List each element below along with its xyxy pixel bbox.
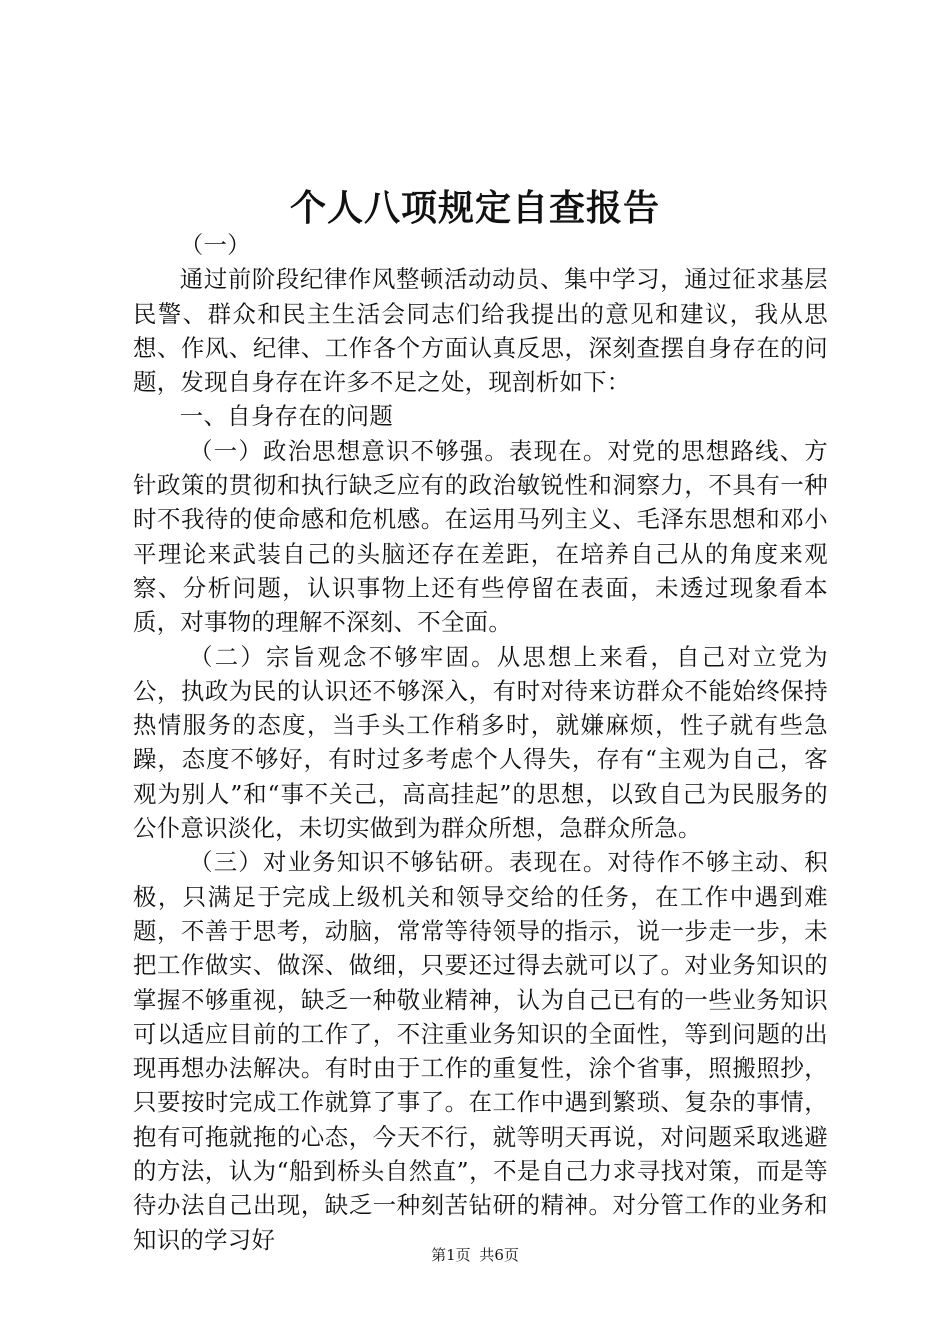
page-footer <box>0 1245 950 1265</box>
paragraph-business: （三）对业务知识不够钻研。表现在。对待作不够主动、积极，只满足于完成上级机关和领导交给的任务，在工作中遇到难题，不善于思考，动脑，常常等待领导的指示，说一步走一步，未把工作做实、做深、做细，只要还过得去就可以了。对业务知识的掌握不够重视，缺乏一种敬业精神，认为自己已有的一些业务知识可以适应目前的工作了，不注重业务知识的全面性，等到问题的出现再想办法解决。有时由于工作的重复性，涂个省事，照搬照抄，只要按时完成工作就算了事了。在工作中遇到繁琐、复杂的事情，抱有可拖就拖的心态，今天不行，就等明天再说，对问题采取逃避的方法，认为“船到桥头自然直”，不是自己力求寻找对策，而是等待办法自己出现，缺乏一种刻苦钻研的精神。对分管工作的业务和知识的学习好 <box>133 848 828 1254</box>
document-body <box>133 228 828 1257</box>
paragraph-marker: （一） <box>179 231 251 259</box>
page-number: 第1页 <box>431 1246 471 1264</box>
paragraph-political: （一）政治思想意识不够强。表现在。对党的思想路线、方针政策的贯彻和执行缺乏应有的政治敏锐性和洞察力，不具有一种时不我待的使命感和危机感。在运用马列主义、毛泽东思想和邓小平理论来武装自己的头脑还存在差距，在培养自己从的角度来观察、分析问题，认识事物上还有些停留在表面，未透过现象看本质，对事物的理解不深刻、不全面。 <box>133 436 828 637</box>
document-title: 个人八项规定自查报告 <box>289 187 660 229</box>
paragraph-purpose: （二）宗旨观念不够牢固。从思想上来看，自己对立党为公，执政为民的认识还不够深入，有时对待来访群众不能始终保持热情服务的态度，当手头工作稍多时，就嫌麻烦，性子就有些急躁，态度不够好，有时过多考虑个人得失，存有“主观为自己，客观为别人”和“事不关己，高高挂起”的思想，以致自己为民服务的公仆意识淡化，未切实做到为群众所想，急群众所急。 <box>133 642 828 843</box>
page-total: 共6页 <box>479 1246 519 1264</box>
section-heading: 一、自身存在的问题 <box>179 402 394 431</box>
paragraph-intro: 通过前阶段纪律作风整顿活动动员、集中学习，通过征求基层民警、群众和民主生活会同志们给我提出的意见和建议，我从思想、作风、纪律、工作各个方面认真反思，深刻查摆自身存在的问题，发现自身存在许多不足之处，现剖析如下： <box>133 265 828 397</box>
